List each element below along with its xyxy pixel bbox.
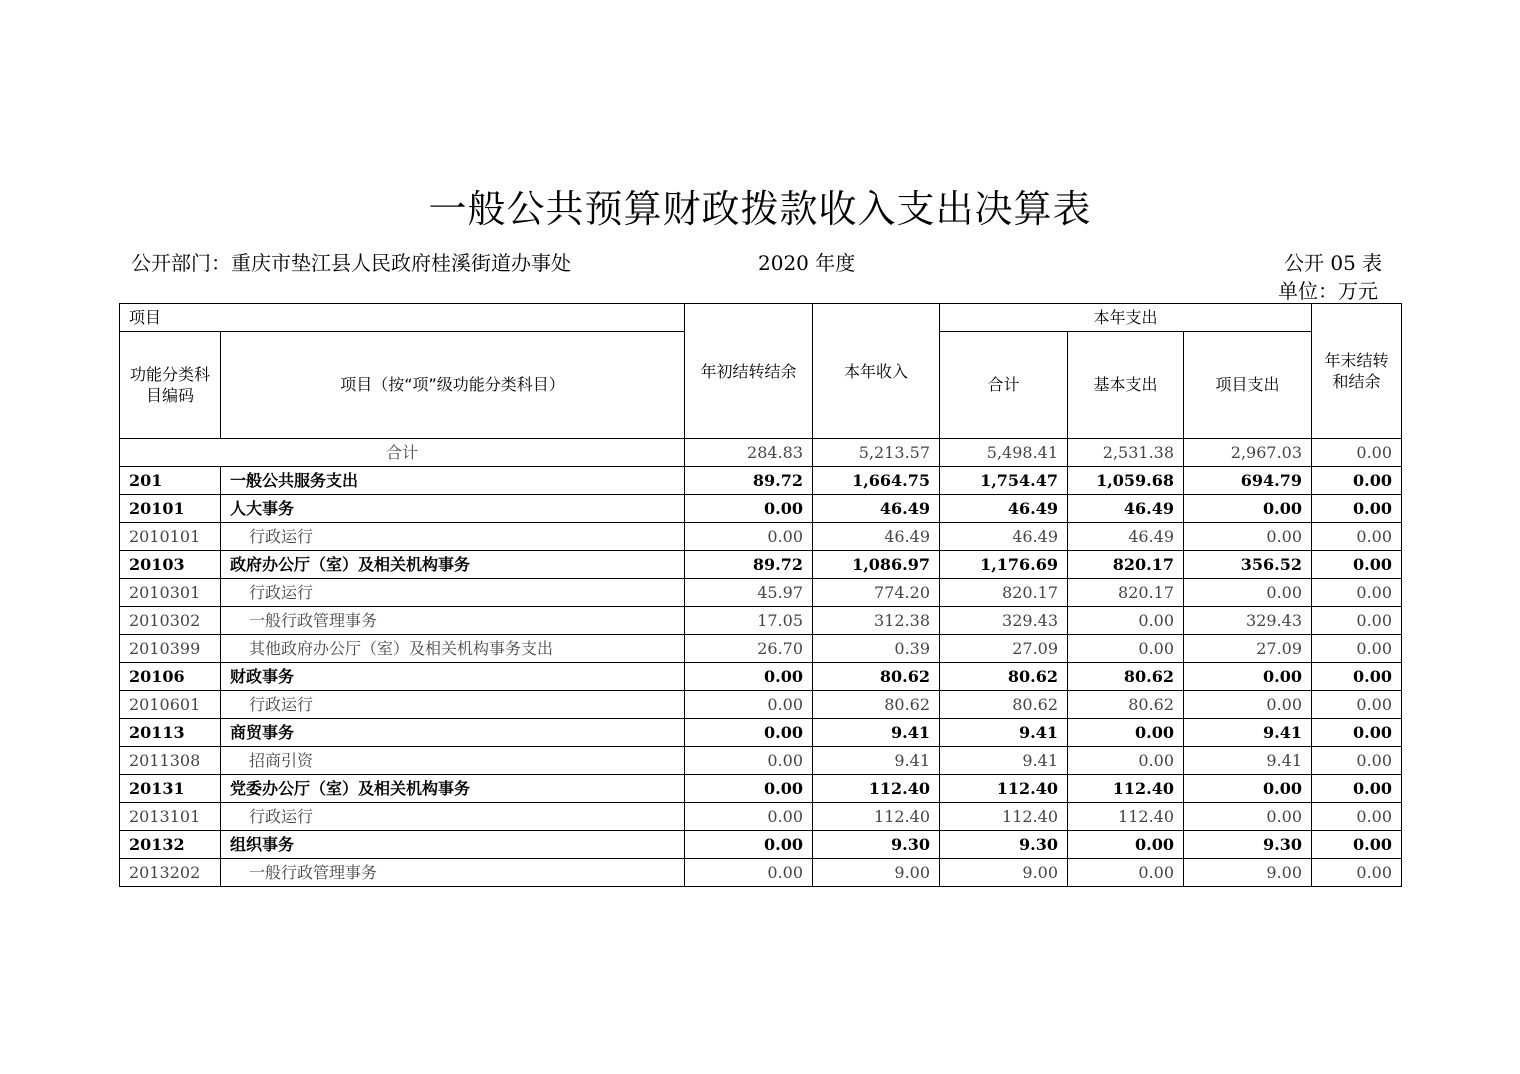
row-total: 329.43: [940, 607, 1068, 635]
row-closing: 0.00: [1312, 635, 1402, 663]
row-name: 招商引资: [221, 747, 685, 775]
row-code: 2013202: [120, 859, 221, 887]
row-opening: 0.00: [685, 495, 813, 523]
row-code: 2010101: [120, 523, 221, 551]
row-closing: 0.00: [1312, 691, 1402, 719]
row-project: 0.00: [1184, 663, 1312, 691]
row-name: 党委办公厅（室）及相关机构事务: [221, 775, 685, 803]
row-closing: 0.00: [1312, 467, 1402, 495]
row-opening: 0.00: [685, 719, 813, 747]
row-basic: 80.62: [1068, 663, 1184, 691]
row-project: 9.41: [1184, 747, 1312, 775]
row-closing: 0.00: [1312, 831, 1402, 859]
row-code: 2011308: [120, 747, 221, 775]
row-basic: 820.17: [1068, 551, 1184, 579]
row-code: 2010302: [120, 607, 221, 635]
row-opening: 0.00: [685, 775, 813, 803]
row-name: 组织事务: [221, 831, 685, 859]
header-code: 功能分类科目编码: [120, 332, 221, 439]
row-income: 774.20: [813, 579, 940, 607]
row-project: 0.00: [1184, 775, 1312, 803]
row-basic: 46.49: [1068, 495, 1184, 523]
table-row: [120, 635, 1402, 663]
total-basic: 2,531.38: [1068, 439, 1184, 467]
row-closing: 0.00: [1312, 579, 1402, 607]
table-row: [120, 523, 1402, 551]
row-total: 112.40: [940, 775, 1068, 803]
table-row: [120, 663, 1402, 691]
header-opening-balance: 年初结转结余: [685, 304, 813, 439]
row-project: 356.52: [1184, 551, 1312, 579]
row-basic: 0.00: [1068, 859, 1184, 887]
form-number: 公开 05 表: [1284, 251, 1383, 275]
row-basic: 820.17: [1068, 579, 1184, 607]
header-basic: 基本支出: [1068, 332, 1184, 439]
row-opening: 0.00: [685, 831, 813, 859]
table-row: [120, 495, 1402, 523]
row-project: 27.09: [1184, 635, 1312, 663]
row-income: 112.40: [813, 803, 940, 831]
row-name: 财政事务: [221, 663, 685, 691]
header-income: 本年收入: [813, 304, 940, 439]
row-closing: 0.00: [1312, 719, 1402, 747]
row-basic: 112.40: [1068, 803, 1184, 831]
row-code: 2010399: [120, 635, 221, 663]
header-exp-total: 合计: [940, 332, 1068, 439]
row-opening: 0.00: [685, 663, 813, 691]
row-project: 0.00: [1184, 691, 1312, 719]
row-opening: 89.72: [685, 467, 813, 495]
row-total: 9.30: [940, 831, 1068, 859]
row-opening: 0.00: [685, 523, 813, 551]
total-opening: 284.83: [685, 439, 813, 467]
row-total: 1,754.47: [940, 467, 1068, 495]
row-basic: 0.00: [1068, 635, 1184, 663]
total-income: 5,213.57: [813, 439, 940, 467]
table-row: [120, 775, 1402, 803]
row-closing: 0.00: [1312, 803, 1402, 831]
row-project: 694.79: [1184, 467, 1312, 495]
row-opening: 0.00: [685, 803, 813, 831]
unit-label: 单位：万元: [1278, 279, 1378, 303]
row-closing: 0.00: [1312, 775, 1402, 803]
row-closing: 0.00: [1312, 523, 1402, 551]
table-row: [120, 551, 1402, 579]
table-row: [120, 859, 1402, 887]
row-code: 20101: [120, 495, 221, 523]
row-total: 9.41: [940, 719, 1068, 747]
row-project: 9.30: [1184, 831, 1312, 859]
row-project: 0.00: [1184, 803, 1312, 831]
row-code: 2013101: [120, 803, 221, 831]
row-opening: 0.00: [685, 859, 813, 887]
row-code: 20132: [120, 831, 221, 859]
row-name: 行政运行: [221, 691, 685, 719]
row-total: 80.62: [940, 691, 1068, 719]
row-closing: 0.00: [1312, 663, 1402, 691]
row-project: 9.00: [1184, 859, 1312, 887]
row-total: 1,176.69: [940, 551, 1068, 579]
header-closing-balance: 年末结转和结余: [1312, 304, 1402, 439]
row-code: 20106: [120, 663, 221, 691]
row-name: 一般行政管理事务: [221, 607, 685, 635]
header-name: 项目（按“项”级功能分类科目）: [221, 332, 685, 439]
row-project: 0.00: [1184, 495, 1312, 523]
row-name: 一般行政管理事务: [221, 859, 685, 887]
total-expenditure: 5,498.41: [940, 439, 1068, 467]
row-income: 1,086.97: [813, 551, 940, 579]
total-project: 2,967.03: [1184, 439, 1312, 467]
row-basic: 80.62: [1068, 691, 1184, 719]
row-code: 2010301: [120, 579, 221, 607]
row-income: 312.38: [813, 607, 940, 635]
table-row: [120, 467, 1402, 495]
row-income: 80.62: [813, 691, 940, 719]
header-expenditure: 本年支出: [940, 304, 1312, 332]
total-closing: 0.00: [1312, 439, 1402, 467]
row-closing: 0.00: [1312, 747, 1402, 775]
fiscal-year: 2020 年度: [758, 251, 856, 275]
table-row: [120, 747, 1402, 775]
row-total: 820.17: [940, 579, 1068, 607]
row-total: 46.49: [940, 495, 1068, 523]
row-basic: 0.00: [1068, 831, 1184, 859]
row-closing: 0.00: [1312, 551, 1402, 579]
row-income: 46.49: [813, 495, 940, 523]
department-label: 公开部门：重庆市垫江县人民政府桂溪街道办事处: [131, 251, 571, 275]
row-basic: 1,059.68: [1068, 467, 1184, 495]
row-total: 9.00: [940, 859, 1068, 887]
row-income: 9.41: [813, 747, 940, 775]
row-opening: 0.00: [685, 747, 813, 775]
row-basic: 0.00: [1068, 747, 1184, 775]
row-code: 20131: [120, 775, 221, 803]
row-opening: 0.00: [685, 691, 813, 719]
row-income: 1,664.75: [813, 467, 940, 495]
table-row: [120, 579, 1402, 607]
table-row: [120, 607, 1402, 635]
row-name: 一般公共服务支出: [221, 467, 685, 495]
row-name: 行政运行: [221, 579, 685, 607]
row-income: 46.49: [813, 523, 940, 551]
row-project: 9.41: [1184, 719, 1312, 747]
total-label: 合计: [120, 439, 685, 467]
table-row: [120, 831, 1402, 859]
row-total: 46.49: [940, 523, 1068, 551]
row-income: 9.00: [813, 859, 940, 887]
table-row: [120, 803, 1402, 831]
row-total: 27.09: [940, 635, 1068, 663]
row-code: 20103: [120, 551, 221, 579]
row-name: 行政运行: [221, 523, 685, 551]
header-project-exp: 项目支出: [1184, 332, 1312, 439]
row-project: 0.00: [1184, 579, 1312, 607]
row-total: 112.40: [940, 803, 1068, 831]
row-name: 其他政府办公厅（室）及相关机构事务支出: [221, 635, 685, 663]
row-opening: 89.72: [685, 551, 813, 579]
row-income: 112.40: [813, 775, 940, 803]
row-code: 20113: [120, 719, 221, 747]
row-income: 0.39: [813, 635, 940, 663]
row-basic: 0.00: [1068, 719, 1184, 747]
budget-table: [119, 303, 1402, 887]
row-name: 政府办公厅（室）及相关机构事务: [221, 551, 685, 579]
row-total: 9.41: [940, 747, 1068, 775]
row-closing: 0.00: [1312, 495, 1402, 523]
row-opening: 45.97: [685, 579, 813, 607]
row-opening: 17.05: [685, 607, 813, 635]
row-name: 人大事务: [221, 495, 685, 523]
row-total: 80.62: [940, 663, 1068, 691]
page-title: 一般公共预算财政拨款收入支出决算表: [428, 187, 1092, 231]
row-opening: 26.70: [685, 635, 813, 663]
row-closing: 0.00: [1312, 859, 1402, 887]
row-name: 行政运行: [221, 803, 685, 831]
row-basic: 46.49: [1068, 523, 1184, 551]
row-income: 9.30: [813, 831, 940, 859]
row-project: 0.00: [1184, 523, 1312, 551]
row-income: 9.41: [813, 719, 940, 747]
table-row: [120, 691, 1402, 719]
row-income: 80.62: [813, 663, 940, 691]
total-row: [120, 439, 1402, 467]
row-name: 商贸事务: [221, 719, 685, 747]
row-basic: 112.40: [1068, 775, 1184, 803]
row-project: 329.43: [1184, 607, 1312, 635]
row-basic: 0.00: [1068, 607, 1184, 635]
header-project: 项目: [120, 304, 685, 332]
row-code: 2010601: [120, 691, 221, 719]
row-code: 201: [120, 467, 221, 495]
row-closing: 0.00: [1312, 607, 1402, 635]
table-row: [120, 719, 1402, 747]
